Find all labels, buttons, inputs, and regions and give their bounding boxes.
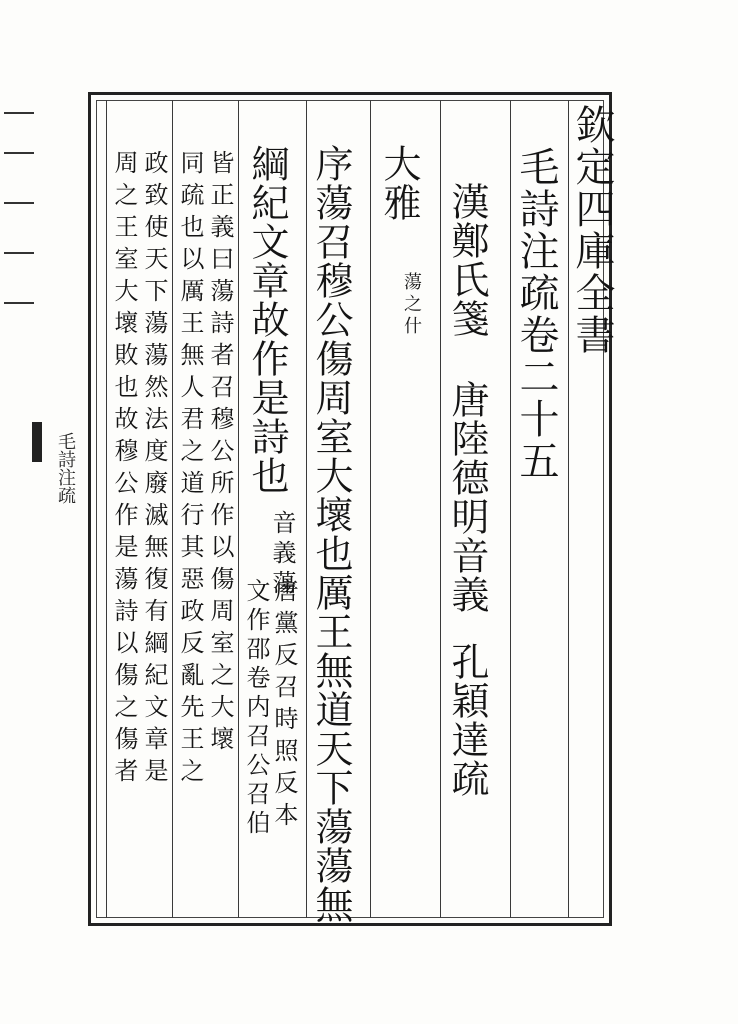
body-column-2: 綱紀文章故作是詩也 (245, 144, 289, 495)
column-rule (238, 100, 239, 918)
commentary-column-d: 周之王室大壞敗也故穆公作是蕩詩以傷之傷者 (110, 150, 138, 790)
commentary-column-b: 同疏也以厲王無人君之道行其惡政反亂先王之 (176, 150, 204, 790)
section-name: 大雅 (377, 144, 421, 222)
yinyi-note-b: 文作邵卷内召公召伯 (242, 578, 270, 839)
edge-mark (4, 252, 34, 254)
commentary-column-c: 政致使天下蕩蕩然法度廢滅無復有綱紀文章是 (140, 150, 168, 790)
series-title: 欽定四庫全書 (569, 104, 615, 356)
column-rule (370, 100, 371, 918)
column-rule (440, 100, 441, 918)
commentary-column-a: 皆正義曰蕩詩者召穆公所作以傷周室之大壞 (206, 150, 234, 758)
yinyi-note-a: 唐黨反召時照反本 (270, 578, 298, 834)
edge-mark (4, 202, 34, 204)
column-rule (106, 100, 107, 918)
column-rule (306, 100, 307, 918)
edge-mark (4, 152, 34, 154)
running-head: 毛詩注疏 (55, 432, 76, 504)
author-kong: 孔穎達疏 (445, 642, 489, 798)
yinyi-marker: 音義蕩 (268, 510, 296, 600)
edge-bar (32, 422, 42, 462)
column-rule (510, 100, 511, 918)
book-title: 毛詩注疏卷二十五 (513, 146, 559, 482)
body-column-1: 序蕩召穆公傷周室大壞也厲王無道天下蕩蕩無 (309, 144, 353, 924)
facing-page-edge (0, 92, 40, 926)
column-rule (172, 100, 173, 918)
subsection-name: 蕩之什 (401, 272, 422, 338)
author-zheng: 漢鄭氏箋 (445, 182, 489, 338)
edge-mark (4, 302, 34, 304)
edge-mark (4, 112, 34, 114)
author-lu: 唐陸德明音義 (445, 380, 489, 614)
